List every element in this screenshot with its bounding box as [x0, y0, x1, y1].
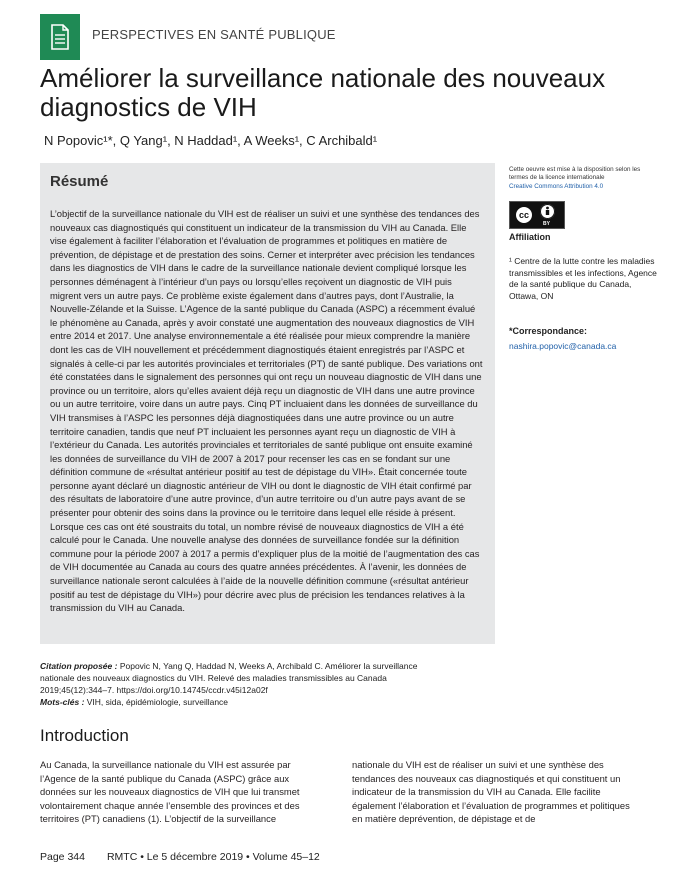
- license-text: Cette oeuvre est mise à la disposition selon les termes de la licence internationale: [509, 166, 641, 182]
- affiliation-text: ¹ Centre de la lutte contre les maladies transmissibles et les infections, Agence de la santé publique du Canada, Ottawa, ON: [509, 256, 657, 301]
- citation-label: Citation proposée :: [40, 661, 118, 671]
- by-label: BY: [543, 221, 550, 228]
- page-number: Page 344: [40, 851, 85, 863]
- cc-by-badge-icon[interactable]: [509, 201, 565, 229]
- introduction-heading: Introduction: [40, 726, 129, 745]
- document-icon: [40, 14, 80, 60]
- keywords-label: Mots-clés :: [40, 697, 85, 707]
- correspondence-heading: *Correspondance:: [509, 326, 588, 337]
- article-title: Améliorer la surveillance nationale des nouveaux diagnostics de VIH: [40, 63, 606, 122]
- correspondence-email[interactable]: nashira.popovic@canada.ca: [509, 341, 617, 352]
- abstract-box: [40, 163, 495, 644]
- person-icon: [540, 204, 555, 219]
- cc-icon: cc: [514, 205, 534, 225]
- section-label: PERSPECTIVES EN SANTÉ PUBLIQUE: [92, 27, 336, 42]
- page-footer: [40, 851, 320, 863]
- abstract-heading: Résumé: [50, 173, 109, 190]
- sidebar: [509, 166, 659, 351]
- journal-info: RMTC • Le 5 décembre 2019 • Volume 45–12: [106, 851, 320, 863]
- introduction-column-1: Au Canada, la surveillance nationale du VIH est assurée par l’Agence de la santé publique du Canada (ASPC) grâce aux données sur les nouveaux diagnostics de VIH que lui transmet volontairement chaque année l’ensemble des provinces et des territoires (PT) canadiens (1). L’objectif de la surveillance: [40, 759, 300, 825]
- abstract-text: L’objectif de la surveillance nationale du VIH est de réaliser un suivi et une synthèse des tendances des nouveaux cas diagnostiqués qui constituent un indicateur de la transmission du VIH au Canada. Elle vise également à faciliter l’élaboration et l’évaluation de programmes et politiques en matière de prévention, de dépistage et de prestation des soins. Cerner et interpréter avec précision les tendances dans les diagnostics de VIH dans le cadre de la surveillance nationale devient compliqué lorsque les personnes déménagent à l’intérieur d’un pays ou lorsqu’elles reçoivent un diagnostic de VIH puis migrent vers un autre pays. Ce problème existe également dans d’autres pays, dont l’Australie, la Nouvelle-Zélande et la Suisse. L’Agence de la santé publique du Canada (ASPC) a récemment évalué le phénomène au Canada, après y avoir constaté une augmentation des nouveaux diagnostics de VIH entre 2014 et 2017. Une analyse environnementale a été réalisée pour mieux comprendre la manière dont les cas de VIH nouvellement et précédemment diagnostiqués étaient enregistrés par l’ASPC et signalés à celle-ci par les autorités provinciales et territoriales (PT) de santé publique. Des variations ont été constatées dans le signalement des personnes qui ont reçu un nouveau diagnostic de VIH dans une province ou un territoire, alors qu’elles avaient déjà reçu un diagnostic de VIH dans une autre province ou un autre territoire, voire dans un autre pays. Cinq PT incluaient dans les données de surveillance du VIH transmises à l’ASPC les personnes déjà diagnostiquées dans une autre province ou un autre territoire canadien, tandis que neuf PT incluaient les personnes ayant reçu un diagnostic de VIH à l’extérieur du Canada. Les autorités provinciales et territoriales de santé publique ont ensuite examiné les données de surveillance du VIH de 2007 à 2017 pour recenser les cas en se fondant sur une définition commune de «résultat antérieur positif au test de dépistage du VIH». Était concernée toute personne ayant déclaré un diagnostic antérieur de VIH ou dont le diagnostic de VIH était confirmé par des résultats de laboratoire d’une autre province, d’un autre territoire ou d’un autre pays avant de se présenter pour obtenir des soins dans la province ou le territoire dans lequel elle réside à présent. Lorsque ces cas ont été soustraits du total, un nombre révisé de nouveaux diagnostics de VIH a été calculé pour le Canada. Une nouvelle analyse des données de surveillance fondée sur la définition commune pour la période 2007 à 2017 a permis d’expliquer plus de la moitié de l’augmentation des cas de VIH documentée au Canada au cours des quatre années précédentes. À l’avenir, les données de surveillance nationale seront calculées à l’aide de la nouvelle définition commune («résultat antérieur positif au test de dépistage du VIH») pour décrire avec plus de précision les tendances relatives à la transmission du VIH au Canada.: [50, 208, 483, 614]
- affiliation-heading: Affiliation: [509, 232, 551, 243]
- citation-block: [40, 660, 450, 708]
- introduction-column-2: nationale du VIH est de réaliser un suivi et une synthèse des tendances des nouveaux cas diagnostiqués et qui constituent un indicateur de la transmission du VIH au Canada. Elle facilite également l’élaboration et l’évaluation de programmes et politiques en matière deprévention, de dépistage et de: [352, 759, 630, 825]
- license-link[interactable]: Creative Commons Attribution 4.0: [509, 182, 604, 190]
- citation-text: Popovic N, Yang Q, Haddad N, Weeks A, Archibald C. Améliorer la surveillance nationale des nouveaux diagnostics du VIH. Relevé des maladies transmissibles au Canada 2019;45(12):344–7. https://doi.org/10.14745/ccdr.v45i12a02f: [40, 661, 418, 695]
- author-list: N Popovic¹*, Q Yang¹, N Haddad¹, A Weeks¹, C Archibald¹: [44, 133, 378, 148]
- keywords-text: VIH, sida, épidémiologie, surveillance: [84, 697, 229, 707]
